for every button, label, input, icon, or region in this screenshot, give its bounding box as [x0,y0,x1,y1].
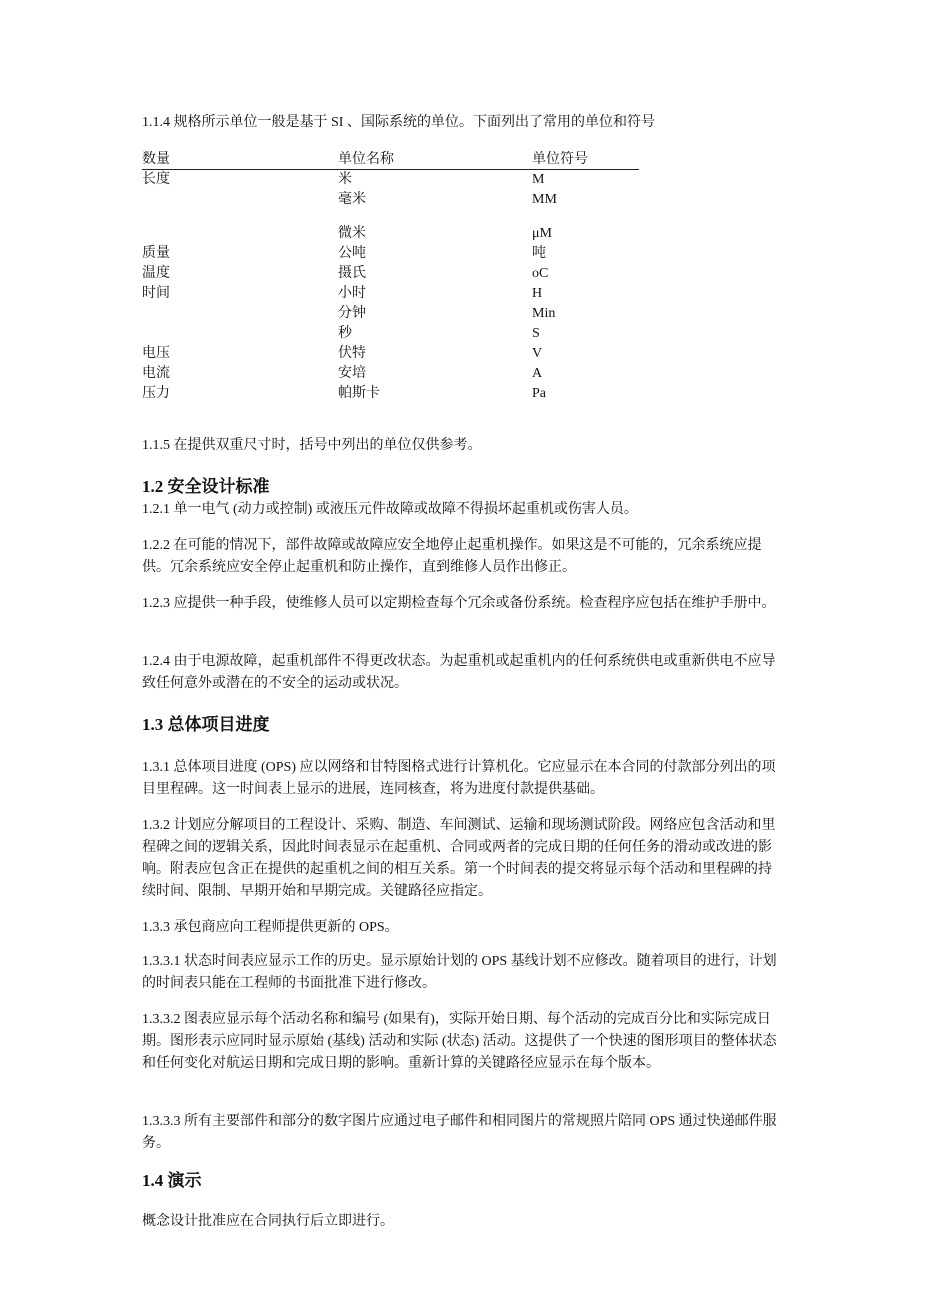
unit-symbol-cell: Pa [532,386,546,401]
unit-name-cell: 小时 [338,286,366,301]
section-heading-1-4: 1.4 演示 [142,1171,202,1190]
paragraph-1-2-4: 1.2.4 由于电源故障，起重机部件不得更改状态。为起重机或起重机内的任何系统供电或重新供电不应导致任何意外或潜在的不安全的运动或状况。 [142,654,776,691]
paragraph-1-3-3-3: 1.3.3.3 所有主要部件和部分的数字图片应通过电子邮件和相同图片的常规照片陪同 OPS 通过快递邮件服务。 [142,1114,777,1151]
paragraph-1-4: 概念设计批准应在合同执行后立即进行。 [142,1214,394,1229]
unit-symbol-cell: H [532,286,543,301]
quantity-cell: 压力 [142,386,170,401]
header-unit-symbol: 单位符号 [532,152,588,167]
quantity-cell: 电压 [142,346,170,361]
quantity-cell: 时间 [142,286,170,301]
header-quantity: 数量 [142,152,170,167]
unit-symbol-cell: MM [532,192,557,207]
header-unit-name: 单位名称 [338,152,394,167]
unit-symbol-cell: M [532,172,545,187]
quantity-cell: 质量 [142,246,170,261]
paragraph-1-3-1: 1.3.1 总体项目进度 (OPS) 应以网络和甘特图格式进行计算机化。它应显示在本合同的付款部分列出的项目里程碑。这一时间表上显示的进展，连同核查，将为进度付款提供基础。 [142,760,776,797]
paragraph-1-2-1: 1.2.1 单一电气 (动力或控制) 或液压元件故障或故障不得损坏起重机或伤害人员。 [142,502,638,517]
table-row [142,384,639,404]
unit-name-cell: 秒 [338,326,352,341]
quantity-cell: 电流 [142,366,170,381]
unit-symbol-cell: Min [532,306,556,321]
paragraph-1-3-2: 1.3.2 计划应分解项目的工程设计、采购、制造、车间测试、运输和现场测试阶段。网络应包含活动和里程碑之间的逻辑关系，因此时间表显示在起重机、合同或两者的完成日期的任何任务的滑动或改进的影响。附表应包含正在提供的起重机之间的相互关系。第一个时间表的提交将显示每个活动和里程碑的持续时间、限制、早期开始和早期完成。关键路径应指定。 [142,818,776,899]
unit-name-cell: 安培 [338,366,366,381]
unit-name-cell: 微米 [338,226,366,241]
unit-symbol-cell: μM [532,226,552,241]
unit-name-cell: 公吨 [338,246,366,261]
quantity-cell: 温度 [142,266,170,281]
table-row [142,324,639,344]
table-spacer [142,210,639,224]
paragraph-1-1-5: 1.1.5 在提供双重尺寸时，括号中列出的单位仅供参考。 [142,438,482,453]
table-row [142,344,639,364]
units-table-header [142,150,639,170]
unit-symbol-cell: oC [532,266,549,281]
paragraph-1-2-3: 1.2.3 应提供一种手段，使维修人员可以定期检查每个冗余或备份系统。检查程序应包括在维护手册中。 [142,596,776,611]
units-intro: 1.1.4 规格所示单位一般是基于 SI 、国际系统的单位。下面列出了常用的单位和符号 [142,115,655,130]
units-table [142,150,639,404]
section-heading-1-2: 1.2 安全设计标准 [142,477,270,496]
table-row [142,264,639,284]
table-row [142,364,639,384]
table-row [142,244,639,264]
table-row [142,190,639,210]
unit-name-cell: 米 [338,172,352,187]
unit-name-cell: 摄氏 [338,266,366,281]
unit-symbol-cell: V [532,346,543,361]
paragraph-1-3-3-2: 1.3.3.2 图表应显示每个活动名称和编号 (如果有)，实际开始日期、每个活动的完成百分比和实际完成日期。图形表示应同时显示原始 (基线) 活动和实际 (状态) 活动。这提供了一个快速的图形项目的整体状态和任何变化对航运日期和完成日期的影响。重新计算的关键路径应显示在每个版本。 [142,1012,777,1071]
unit-name-cell: 分钟 [338,306,366,321]
table-row [142,304,639,324]
unit-name-cell: 毫米 [338,192,366,207]
paragraph-1-2-2: 1.2.2 在可能的情况下，部件故障或故障应安全地停止起重机操作。如果这是不可能的，冗余系统应提供。冗余系统应安全停止起重机和防止操作，直到维修人员作出修正。 [142,538,762,575]
table-row [142,224,639,244]
paragraph-1-3-3-1: 1.3.3.1 状态时间表应显示工作的历史。显示原始计划的 OPS 基线计划不应修改。随着项目的进行，计划的时间表只能在工程师的书面批准下进行修改。 [142,954,777,991]
unit-symbol-cell: S [532,326,540,341]
quantity-cell: 长度 [142,172,170,187]
table-row [142,170,639,190]
section-heading-1-3: 1.3 总体项目进度 [142,715,270,734]
unit-symbol-cell: A [532,366,543,381]
unit-name-cell: 帕斯卡 [338,386,380,401]
unit-name-cell: 伏特 [338,346,366,361]
unit-symbol-cell: 吨 [532,246,546,261]
paragraph-1-3-3: 1.3.3 承包商应向工程师提供更新的 OPS。 [142,920,399,935]
table-row [142,284,639,304]
